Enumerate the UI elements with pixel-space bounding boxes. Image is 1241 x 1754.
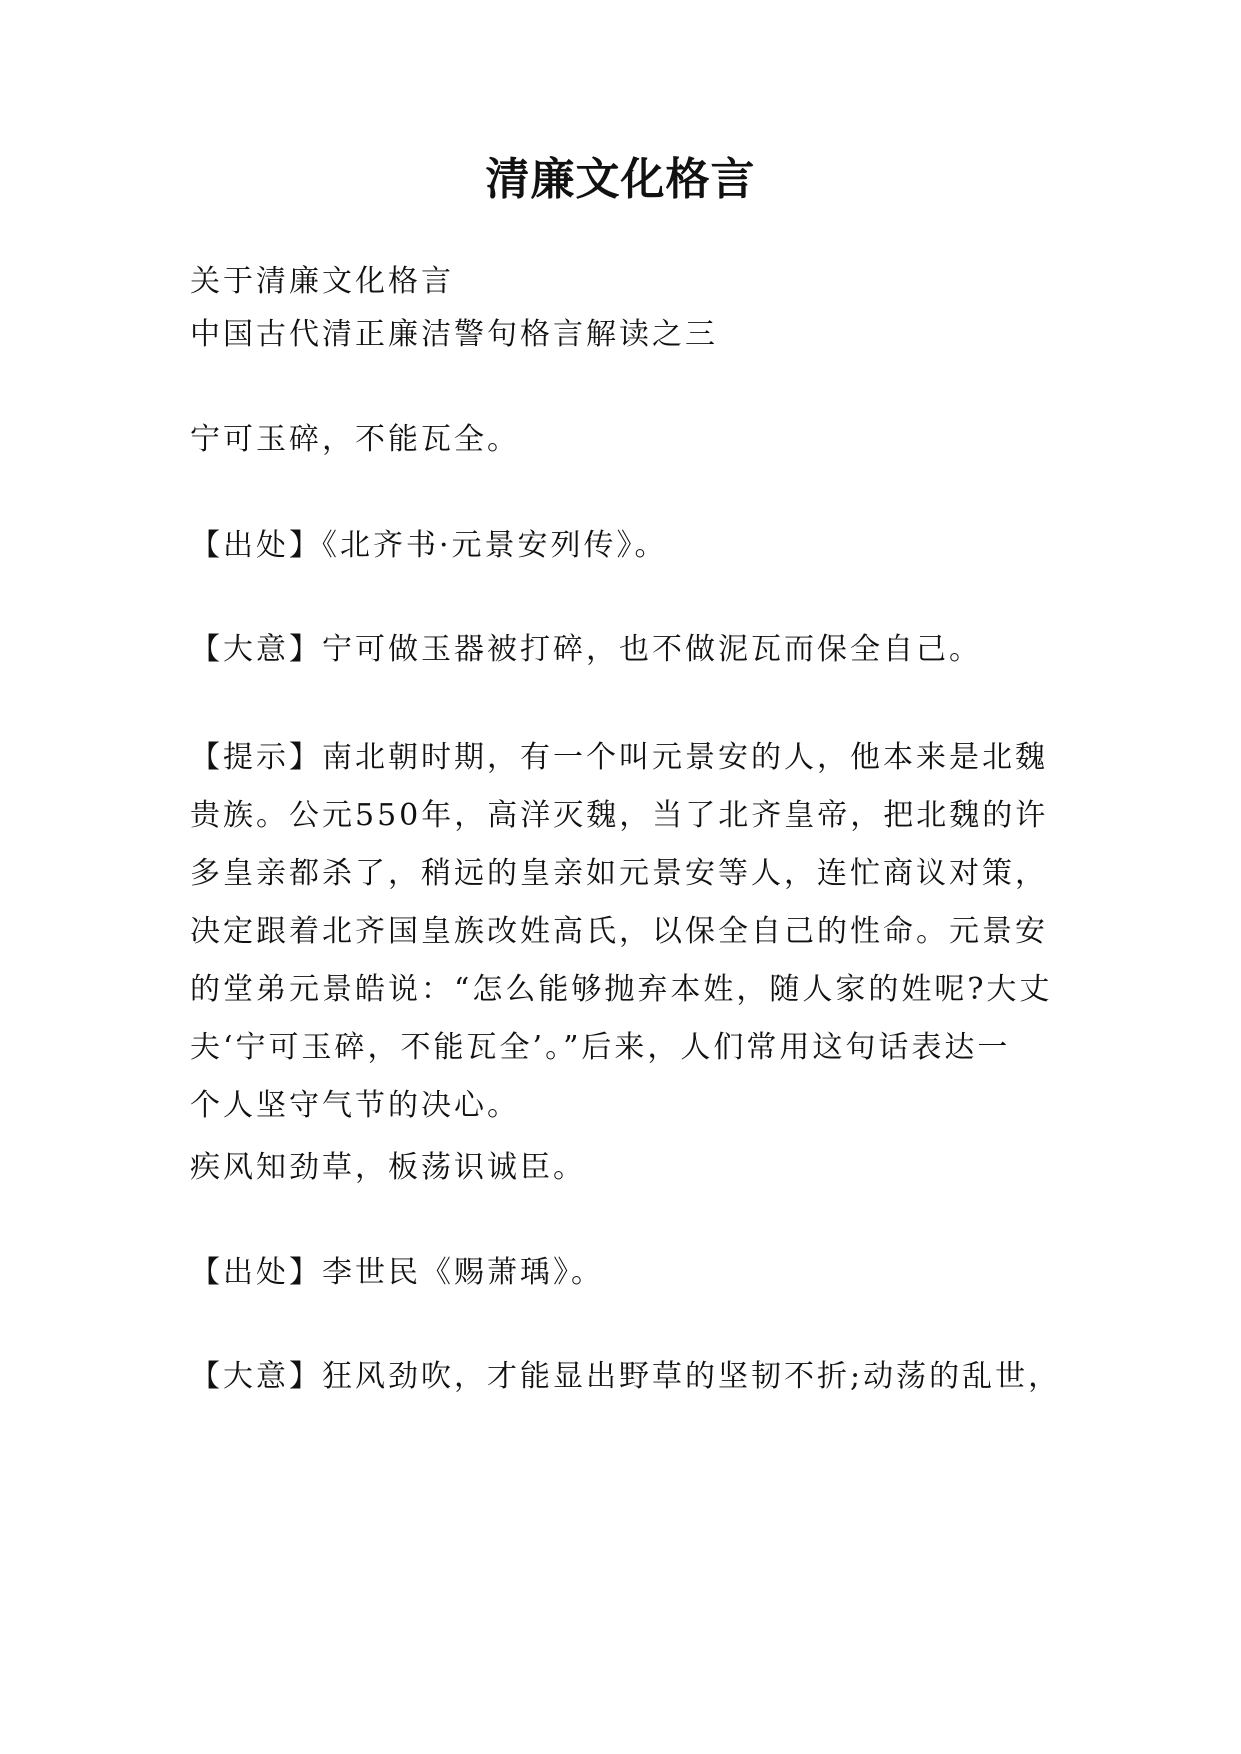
hint-line: 个人坚守气节的决心。: [190, 1088, 520, 1123]
meaning-2: 【大意】狂风劲吹，才能显出野草的坚韧不折;动荡的乱世，: [190, 1359, 1062, 1394]
hint-line: 的堂弟元景皓说：“怎么能够抛弃本姓，随人家的姓呢?大丈: [190, 972, 1053, 1007]
hint-line: 【提示】南北朝时期，有一个叫元景安的人，他本来是北魏: [190, 740, 1048, 775]
hint-line: 贵族。公元550年，高洋灭魏，当了北齐皇帝，把北魏的许: [190, 798, 1049, 833]
hint-paragraph-1: [190, 729, 1070, 1135]
quote-1: 宁可玉碎，不能瓦全。: [190, 422, 520, 457]
intro-line-1: 关于清廉文化格言: [190, 264, 454, 299]
meaning-1: 【大意】宁可做玉器被打碎，也不做泥瓦而保全自己。: [190, 632, 982, 667]
hint-line: 多皇亲都杀了，稍远的皇亲如元景安等人，连忙商议对策，: [190, 856, 1048, 891]
source-1: 【出处】《北齐书·元景安列传》。: [190, 528, 668, 563]
hint-line: 决定跟着北齐国皇族改姓高氏，以保全自己的性命。元景安: [190, 914, 1048, 949]
document-title: 清廉文化格言: [485, 154, 756, 205]
intro-line-2: 中国古代清正廉洁警句格言解读之三: [190, 317, 718, 352]
hint-line: 夫‘宁可玉碎，不能瓦全’。”后来，人们常用这句话表达一: [190, 1030, 1011, 1065]
quote-2: 疾风知劲草，板荡识诚臣。: [190, 1150, 586, 1185]
source-2: 【出处】李世民《赐萧瑀》。: [190, 1255, 604, 1290]
